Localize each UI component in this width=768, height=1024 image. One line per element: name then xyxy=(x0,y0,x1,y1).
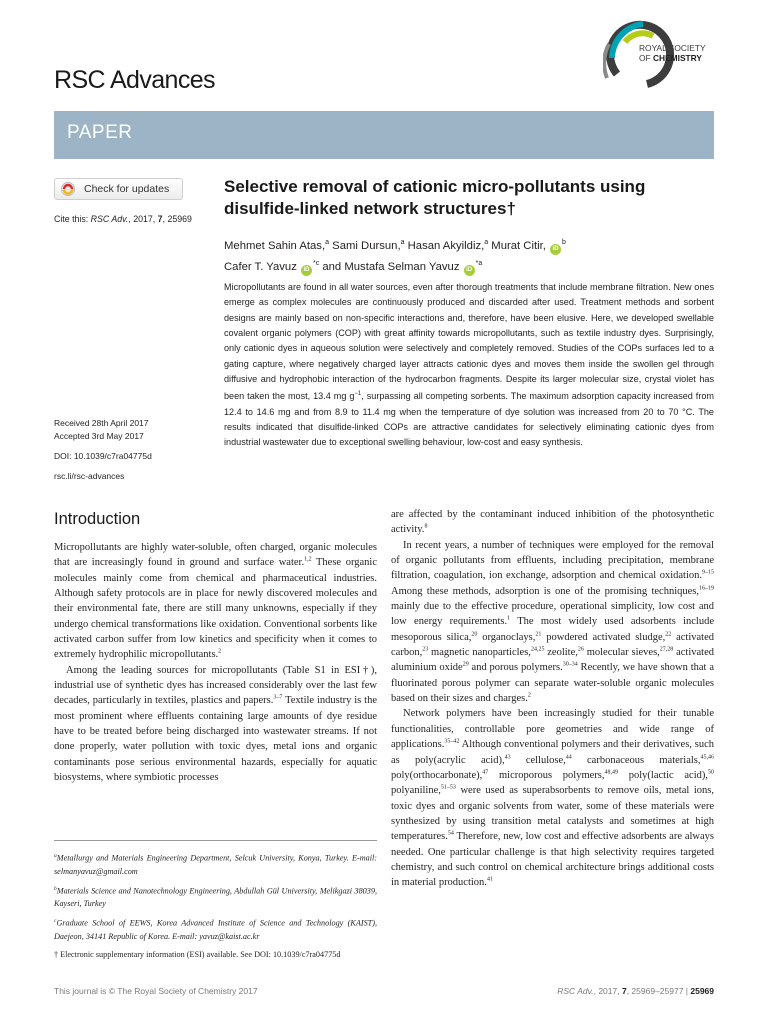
footer-copyright: This journal is © The Royal Society of Chemistry 2017 xyxy=(54,986,258,996)
paragraph: Micropollutants are highly water-soluble, often charged, organic molecules that are increasingly found in ground and surface water.$^{1,2}$ These organic molecules mainly come from chemical and pharmaceutical industries. Although safety protocols are in place for newly discovered molecules and their environmental fate, there are still many unknowns, especially if they undergo chemical transformations like oxidation. Conventional sorbents like activated carbon suffer from low kinetics and specificity when it comes to extremely hydrophilic micropollutants.$^2$ xyxy=(54,542,377,661)
author: Cafer T. Yavuz xyxy=(224,260,297,273)
orcid-icon[interactable]: iD xyxy=(550,244,561,255)
journal-name: RSC Advances xyxy=(54,66,215,94)
author: Hasan Akyildiz, xyxy=(407,239,485,252)
rsc-logo-text: ROYAL SOCIETY OF CHEMISTRY xyxy=(639,43,706,63)
paragraph: Network polymers have been increasingly studied for their tunable functionalities, controllable pore geometries and wide range of applications.$^{35-42}$ Although conventional polymers and their derivatives, such as poly(acrylic acid),$^{43}$ cellulose,$^{44}$ carbonaceous materials,$^{45,46}$ poly(orthocarbonate),$^{47}$ microporous polymers,$^{48,49}$ poly(lactic acid),$^{50}$ polyaniline,$^{51-53}$ were used as superabsorbents to remove oils, metal ions, toxic dyes and organic solvents from water, some of these materials were synthesized by using transition metal catalysts and sometimes at high temperatures.$^{54}$ Therefore, new, low cost and effective adsorbents are always needed. One particular challenge is that high selectivity requires targeted chemistry, and such control on chemical architecture brings additional costs in material production.$^{41}$ xyxy=(391,708,714,889)
paragraph: Among the leading sources for micropollutants (Table S1 in ESI†), industrial use of synthetic dyes has increased considerably over the last few decades, particularly in textiles, plastics and papers.$^{3-7}$ Textile industry is the most prominent where effluents containing large amounts of dye residue have to be treated before being discharged into wastewater streams. If not done properly, water pollution with toxic dyes, metal ions and organic contaminants pose serious environmental hazards, especially for aquatic biosystems, where symbiotic processes xyxy=(54,664,377,784)
crossmark-icon xyxy=(61,182,75,196)
accepted-date: Accepted 3rd May 2017 xyxy=(54,431,144,441)
article-type-banner xyxy=(54,111,714,159)
page-number: 25969 xyxy=(690,986,714,996)
article-type-label: PAPER xyxy=(67,122,133,143)
check-for-updates-button[interactable] xyxy=(54,178,183,200)
author: and Mustafa Selman Yavuz xyxy=(322,260,460,273)
author: Sami Dursun, xyxy=(332,239,401,252)
footnote: $^b$Materials Science and Nanotechnology Engineering, Abdullah Gül University, Melikgazi 38039, Kayseri, Turkey xyxy=(54,885,377,909)
paragraph: In recent years, a number of techniques were employed for the removal of organic pollutants from effluents, including precipitation, membrane filtration, coagulation, ion exchange, adsorption and chemical oxidation.$^{9-15}$ Among these methods, adsorption is one of the promising techniques,$^{16-19}$ mainly due to the effective procedure, operational simplicity, low cost and low energy requirements.$^1$ The most widely used adsorbents include mesoporous silica,$^{20}$ organoclays,$^{21}$ powdered activated sludge,$^{22}$ activated carbon,$^{23}$ magnetic nanoparticles,$^{24,25}$ zeolite,$^{26}$ molecular sieves,$^{27,28}$ activated aluminium oxide$^{29}$ and porous polymers.$^{30-34}$ Recently, we have shown that a fluorinated porous polymer can separate water-soluble organic molecules based on their sizes and charges.$^2$ xyxy=(391,539,714,705)
author-list: Mehmet Sahin Atas,$^a$ Sami Dursun,$^a$ Hasan Akyildiz,$^a$ Murat Citir, $iD^b$ Cafer T. Yavuz $iD^{*c}$ and Mustafa Selman Yavuz $iD^{*a}$ xyxy=(224,234,704,276)
abstract: Micropollutants are found in all water sources, even after thorough treatments that include membrane filtration. New ones emerge as complex molecules are continuously produced and discarded after used. Treatment methods and sorbent designs are mainly based on non-specific interactions and, therefore, have been elusive. Here, we developed swellable covalent organic polymers (COP) with great affinity towards micropollutants, such as textile industry dyes. Surprisingly, only cationic dyes in aqueous solution were selectively and completely removed. Studies of the COPs surfaces led to a gating capture, where negatively charged layer attracts cationic dyes and moves them inside the swollen gel through diffusive and hydrophobic interaction of the hydrocarbon fragments. Despite its larger molecular size, crystal violet has been taken the most, 13.4 mg $g^{-1}$, surpassing all competing sorbents. The maximum adsorption capacity increased from 12.4 to 14.6 mg and from 8.9 to 11.4 mg when the temperature of dye solution was increased from 20 to 70 °C. The results indicated that disulfide-linked COPs are attractive candidates for selectively eliminating cationic dyes from industrial wastewater due to exceptional swelling behaviour, low-cost and easy synthesis. xyxy=(224,282,714,448)
doi: DOI: 10.1039/c7ra04775d xyxy=(54,451,152,461)
citation: Cite this: RSC Adv., 2017, 7, 25969 xyxy=(54,214,192,224)
author: Mehmet Sahin Atas, xyxy=(224,239,326,252)
footnote: $^a$Metallurgy and Materials Engineering Department, Selcuk University, Konya, Turkey. E-mail: selmanyavuz@gmail.com xyxy=(54,853,377,876)
orcid-icon[interactable]: iD xyxy=(301,265,312,276)
footnote: $^c$Graduate School of EEWS, Korea Advanced Institute of Science and Technology (KAIST), Daejeon, 34141 Republic of Korea. E-mail: yavuz@kaist.ac.kr xyxy=(54,918,377,942)
body-column-left xyxy=(54,540,377,786)
author: Murat Citir, xyxy=(491,239,546,252)
orcid-icon[interactable]: iD xyxy=(464,265,475,276)
article-title: Selective removal of cationic micro-pollutants using disulfide-linked network structures† xyxy=(224,177,646,218)
journal-url[interactable]: rsc.li/rsc-advances xyxy=(54,471,125,481)
footer-citation: RSC Adv., 2017, 7, 25969–25977 | 25969 xyxy=(557,986,714,996)
section-heading: Introduction xyxy=(54,510,141,528)
check-for-updates-label: Check for updates xyxy=(84,183,170,195)
footnotes xyxy=(54,850,377,966)
esi-footnote: † Electronic supplementary information (ESI) available. See DOI: 10.1039/c7ra04775d xyxy=(54,950,341,960)
footnote-divider xyxy=(54,840,377,841)
paragraph: are affected by the contaminant induced inhibition of the photosynthetic activity.$^8$ xyxy=(391,509,714,536)
body-column-right xyxy=(391,507,714,891)
article-history xyxy=(54,417,214,483)
received-date: Received 28th April 2017 xyxy=(54,418,149,428)
